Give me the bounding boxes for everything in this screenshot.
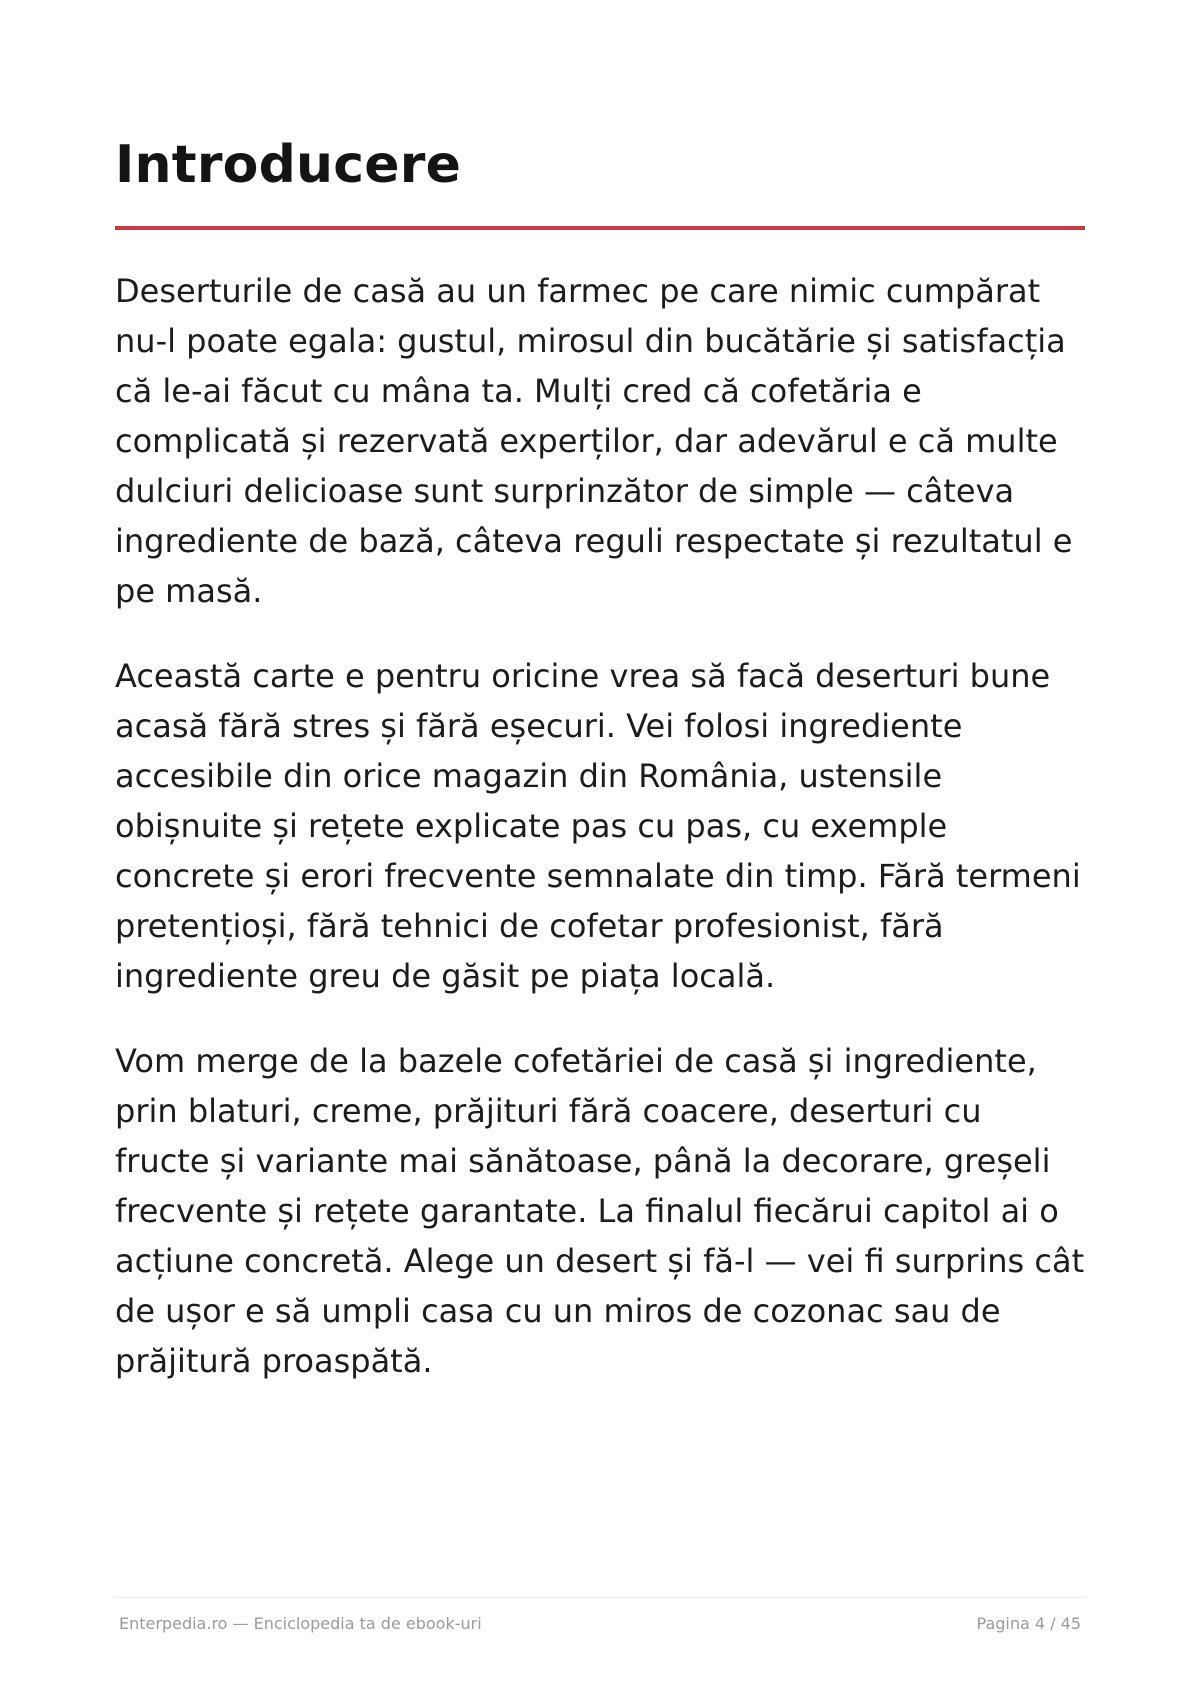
- chapter-title: Introducere: [115, 135, 462, 195]
- footer-divider: [115, 1597, 1085, 1598]
- document-page: [115, 0, 1085, 1683]
- page-number: Pagina 4 / 45: [976, 1614, 1081, 1633]
- paragraph: Vom merge de la bazele cofetăriei de casă și ingrediente, prin blaturi, creme, prăjituri fără coacere, deserturi cu fructe și variante mai sănătoase, până la decorare, greșeli frecvente și rețete garantate. La finalul fiecărui capitol ai o acțiune concretă. Alege un desert și fă-l — vei fi surprins cât de ușor e să umpli casa cu un miros de cozonac sau de prăjitură proaspătă.: [115, 1042, 1085, 1380]
- title-divider: [115, 226, 1085, 230]
- body-text: [115, 266, 1085, 1421]
- paragraph: Deserturile de casă au un farmec pe care nimic cumpărat nu-l poate egala: gustul, mirosul din bucătărie și satisfacția că le-ai făcut cu mâna ta. Mulți cred că cofetăria e complicată și rezervată experților, dar adevărul e că multe dulciuri delicioase sunt surprinzător de simple — câteva ingrediente de bază, câteva reguli respectate și rezultatul e pe masă.: [115, 272, 1073, 610]
- footer-site-name: Enterpedia.ro — Enciclopedia ta de ebook-uri: [119, 1614, 482, 1633]
- paragraph: Această carte e pentru oricine vrea să facă deserturi bune acasă fără stres și fără eșecuri. Vei folosi ingrediente accesibile din orice magazin din România, ustensile obișnuite și rețete explicate pas cu pas, cu exemple concrete și erori frecvente semnalate din timp. Fără termeni pretențioși, fără tehnici de cofetar profesionist, fără ingrediente greu de găsit pe piața locală.: [115, 657, 1081, 995]
